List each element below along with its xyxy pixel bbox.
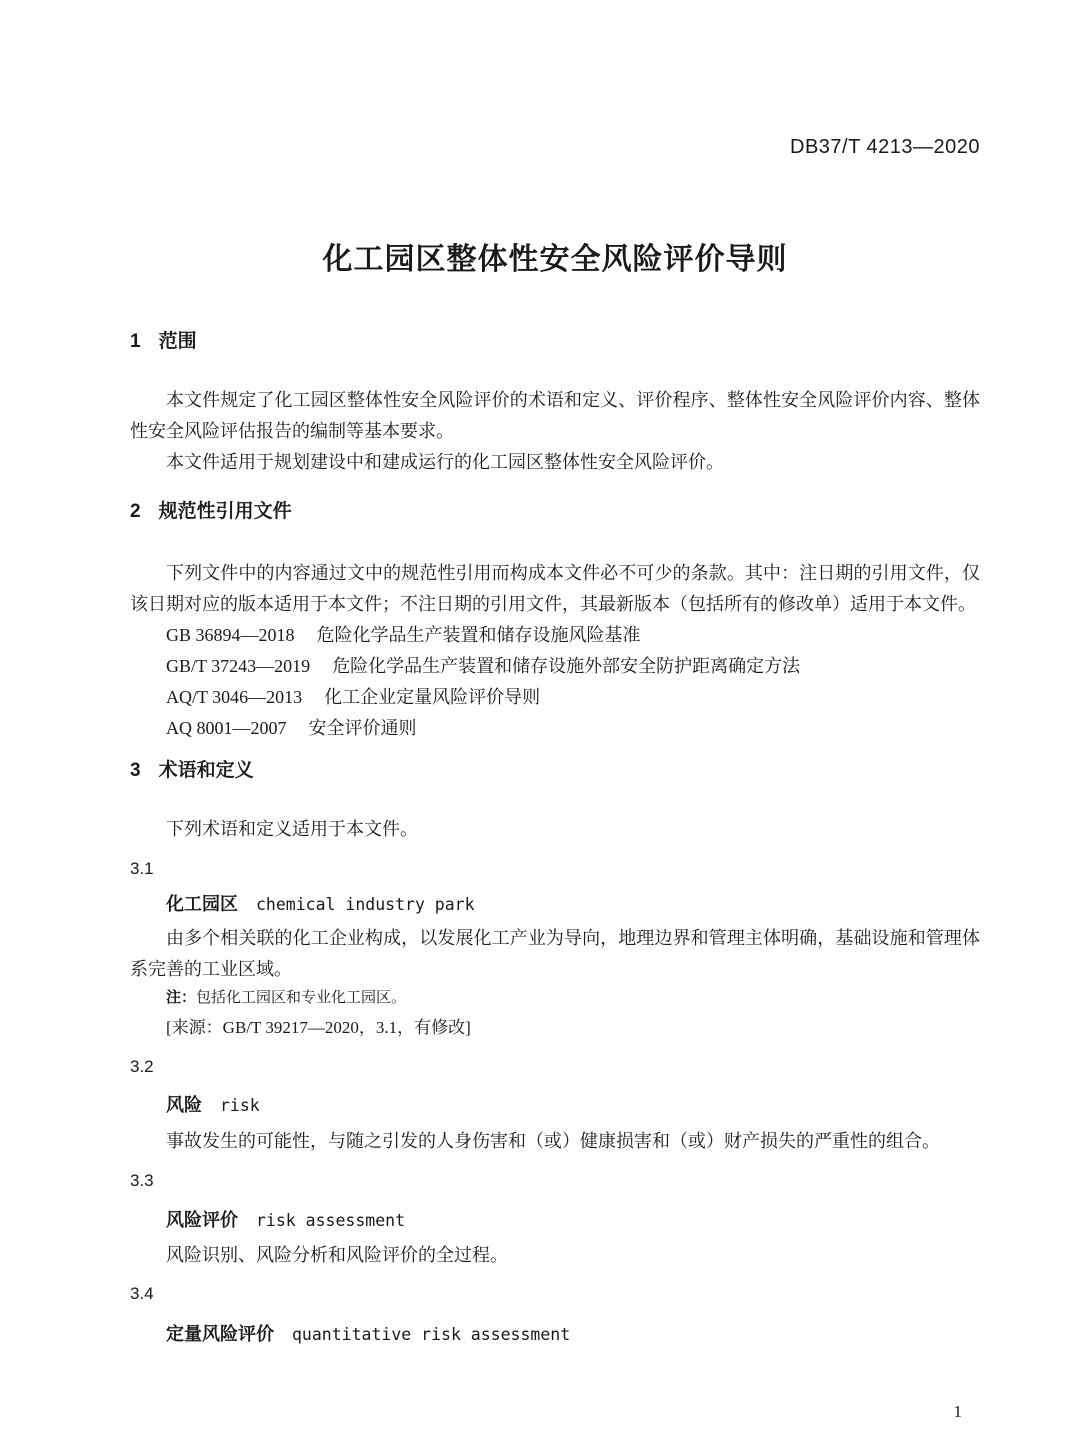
scope-paragraph: 本文件规定了化工园区整体性安全风险评价的术语和定义、评价程序、整体性安全风险评价内容、整体性安全风险评估报告的编制等基本要求。 xyxy=(130,390,980,441)
reference-title: 安全评价通则 xyxy=(308,718,417,738)
document-title: 化工园区整体性安全风险评价导则 xyxy=(322,243,788,276)
term-en: chemical industry park xyxy=(256,895,475,914)
section-heading-terms xyxy=(130,759,980,783)
standard-code: DB37/T 4213—2020 xyxy=(790,136,980,158)
scope-paragraphs xyxy=(130,385,980,478)
reference-title: 危险化学品生产装置和储存设施风险基准 xyxy=(316,625,641,645)
reference-code: GB/T 37243—2019 xyxy=(166,656,311,676)
term-number: 3.1 xyxy=(130,859,154,878)
reference-item xyxy=(130,651,980,682)
term-en: risk xyxy=(220,1096,260,1115)
term-definition: 风险识别、风险分析和风险评价的全过程。 xyxy=(166,1245,508,1265)
term-note xyxy=(130,985,980,1011)
term-en: risk assessment xyxy=(256,1211,406,1230)
section-number: 1 xyxy=(130,331,141,352)
reference-code: AQ/T 3046—2013 xyxy=(166,687,303,707)
section-number: 2 xyxy=(130,501,141,522)
section-title: 规范性引用文件 xyxy=(158,501,292,522)
section-heading-scope xyxy=(130,330,980,354)
reference-code: GB 36894—2018 xyxy=(166,625,295,645)
normative-references-intro: 下列文件中的内容通过文中的规范性引用而构成本文件必不可少的条款。其中：注日期的引用文件，仅该日期对应的版本适用于本文件；不注日期的引用文件，其最新版本（包括所有的修改单）适用于本文件。 xyxy=(130,563,980,614)
scope-paragraph: 本文件适用于规划建设中和建成运行的化工园区整体性安全风险评价。 xyxy=(166,452,724,472)
term-number: 3.2 xyxy=(130,1057,154,1076)
reference-code: AQ 8001—2007 xyxy=(166,718,287,738)
reference-item xyxy=(130,682,980,713)
reference-title: 化工企业定量风险评价导则 xyxy=(324,687,541,707)
term-heading xyxy=(130,1207,980,1234)
term-definition: 事故发生的可能性，与随之引发的人身伤害和（或）健康损害和（或）财产损失的严重性的组合。 xyxy=(166,1131,940,1151)
section-number: 3 xyxy=(130,760,141,781)
term-zh: 风险 xyxy=(166,1095,202,1115)
note-label: 注： xyxy=(166,990,197,1006)
term-zh: 风险评价 xyxy=(166,1210,238,1230)
term-number: 3.3 xyxy=(130,1171,154,1190)
term-en: quantitative risk assessment xyxy=(292,1325,571,1344)
terms-intro: 下列术语和定义适用于本文件。 xyxy=(166,819,418,839)
section-title: 术语和定义 xyxy=(158,760,254,781)
term-heading xyxy=(130,891,980,918)
term-definition: 由多个相关联的化工企业构成，以发展化工产业为导向，地理边界和管理主体明确，基础设施和管理体系完善的工业区域。 xyxy=(130,928,980,979)
reference-title: 危险化学品生产装置和储存设施外部安全防护距离确定方法 xyxy=(332,656,801,676)
term-heading xyxy=(130,1321,980,1348)
term-zh: 定量风险评价 xyxy=(166,1324,274,1344)
reference-item xyxy=(130,620,980,651)
term-heading xyxy=(130,1092,980,1119)
reference-list xyxy=(130,620,980,744)
reference-item xyxy=(130,713,980,744)
page-number: 1 xyxy=(953,1402,962,1421)
note-text: 包括化工园区和专业化工园区。 xyxy=(196,990,407,1006)
section-title: 范围 xyxy=(158,331,197,352)
section-heading-normative-references xyxy=(130,500,980,524)
term-zh: 化工园区 xyxy=(166,894,238,914)
term-source: [来源：GB/T 39217—2020，3.1，有修改] xyxy=(166,1018,471,1037)
term-number: 3.4 xyxy=(130,1284,154,1303)
